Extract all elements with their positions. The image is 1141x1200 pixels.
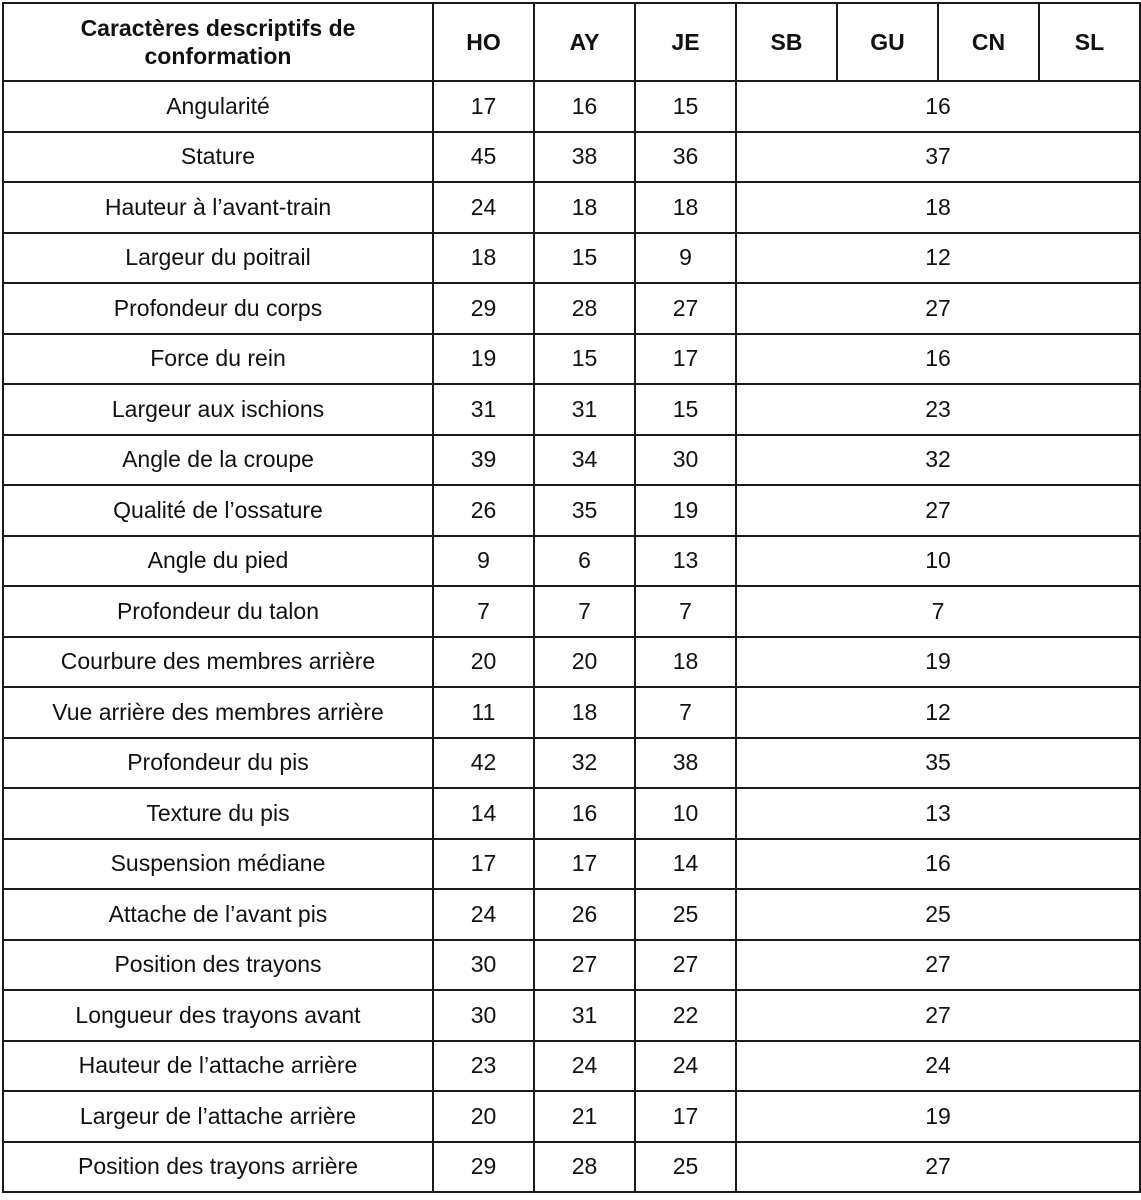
cell-ho: 42 xyxy=(433,738,534,789)
cell-ay: 21 xyxy=(534,1091,635,1142)
row-label: Angle du pied xyxy=(3,536,433,587)
cell-sb-gu-cn-sl: 10 xyxy=(736,536,1140,587)
cell-sb-gu-cn-sl: 19 xyxy=(736,1091,1140,1142)
table-row xyxy=(3,839,1140,890)
table-row xyxy=(3,536,1140,587)
table-row xyxy=(3,990,1140,1041)
row-label: Angularité xyxy=(3,81,433,132)
cell-sb-gu-cn-sl: 27 xyxy=(736,283,1140,334)
cell-ay: 15 xyxy=(534,233,635,284)
cell-ho: 17 xyxy=(433,839,534,890)
cell-sb-gu-cn-sl: 7 xyxy=(736,586,1140,637)
cell-sb-gu-cn-sl: 16 xyxy=(736,81,1140,132)
cell-ay: 16 xyxy=(534,81,635,132)
table-row xyxy=(3,889,1140,940)
table-row xyxy=(3,485,1140,536)
table-row xyxy=(3,283,1140,334)
row-label: Largeur de l’attache arrière xyxy=(3,1091,433,1142)
cell-ay: 17 xyxy=(534,839,635,890)
table-row xyxy=(3,233,1140,284)
cell-sb-gu-cn-sl: 19 xyxy=(736,637,1140,688)
cell-sb-gu-cn-sl: 27 xyxy=(736,485,1140,536)
cell-ay: 31 xyxy=(534,990,635,1041)
row-label: Largeur aux ischions xyxy=(3,384,433,435)
cell-je: 36 xyxy=(635,132,736,183)
cell-sb-gu-cn-sl: 13 xyxy=(736,788,1140,839)
cell-ho: 24 xyxy=(433,889,534,940)
cell-ho: 20 xyxy=(433,1091,534,1142)
cell-ay: 28 xyxy=(534,283,635,334)
cell-je: 18 xyxy=(635,637,736,688)
cell-ho: 39 xyxy=(433,435,534,486)
table-row xyxy=(3,1091,1140,1142)
table-row xyxy=(3,81,1140,132)
cell-ho: 7 xyxy=(433,586,534,637)
row-label: Position des trayons arrière xyxy=(3,1142,433,1193)
cell-sb-gu-cn-sl: 23 xyxy=(736,384,1140,435)
cell-sb-gu-cn-sl: 27 xyxy=(736,1142,1140,1193)
table-row xyxy=(3,182,1140,233)
cell-ay: 31 xyxy=(534,384,635,435)
cell-je: 19 xyxy=(635,485,736,536)
cell-ho: 24 xyxy=(433,182,534,233)
column-header-je: JE xyxy=(635,3,736,81)
column-header-ay: AY xyxy=(534,3,635,81)
cell-ay: 18 xyxy=(534,687,635,738)
row-label: Longueur des trayons avant xyxy=(3,990,433,1041)
table-row xyxy=(3,586,1140,637)
table-row xyxy=(3,334,1140,385)
cell-je: 25 xyxy=(635,1142,736,1193)
cell-ho: 17 xyxy=(433,81,534,132)
cell-ay: 28 xyxy=(534,1142,635,1193)
cell-sb-gu-cn-sl: 27 xyxy=(736,990,1140,1041)
cell-sb-gu-cn-sl: 18 xyxy=(736,182,1140,233)
row-label: Vue arrière des membres arrière xyxy=(3,687,433,738)
cell-je: 15 xyxy=(635,81,736,132)
table-row xyxy=(3,788,1140,839)
cell-ay: 20 xyxy=(534,637,635,688)
cell-ay: 32 xyxy=(534,738,635,789)
cell-ho: 11 xyxy=(433,687,534,738)
cell-sb-gu-cn-sl: 12 xyxy=(736,687,1140,738)
cell-ay: 34 xyxy=(534,435,635,486)
column-header-ho: HO xyxy=(433,3,534,81)
cell-ay: 27 xyxy=(534,940,635,991)
cell-je: 25 xyxy=(635,889,736,940)
header-row xyxy=(3,3,1140,81)
conformation-table xyxy=(2,2,1141,1193)
row-label: Texture du pis xyxy=(3,788,433,839)
cell-je: 18 xyxy=(635,182,736,233)
cell-ho: 9 xyxy=(433,536,534,587)
cell-ho: 45 xyxy=(433,132,534,183)
column-header-cn: CN xyxy=(938,3,1039,81)
table-row xyxy=(3,738,1140,789)
cell-ay: 24 xyxy=(534,1041,635,1092)
table-row xyxy=(3,940,1140,991)
column-header-sb: SB xyxy=(736,3,837,81)
row-label: Largeur du poitrail xyxy=(3,233,433,284)
cell-je: 30 xyxy=(635,435,736,486)
table-row xyxy=(3,687,1140,738)
cell-ho: 31 xyxy=(433,384,534,435)
cell-ho: 23 xyxy=(433,1041,534,1092)
row-label: Profondeur du talon xyxy=(3,586,433,637)
cell-je: 17 xyxy=(635,334,736,385)
table-row xyxy=(3,1041,1140,1092)
cell-sb-gu-cn-sl: 32 xyxy=(736,435,1140,486)
row-label: Profondeur du corps xyxy=(3,283,433,334)
row-label: Force du rein xyxy=(3,334,433,385)
row-label: Position des trayons xyxy=(3,940,433,991)
cell-ho: 19 xyxy=(433,334,534,385)
cell-sb-gu-cn-sl: 27 xyxy=(736,940,1140,991)
row-label: Attache de l’avant pis xyxy=(3,889,433,940)
cell-je: 22 xyxy=(635,990,736,1041)
column-header-gu: GU xyxy=(837,3,938,81)
cell-je: 27 xyxy=(635,283,736,334)
row-label: Angle de la croupe xyxy=(3,435,433,486)
table-row xyxy=(3,384,1140,435)
cell-ho: 29 xyxy=(433,283,534,334)
table-row xyxy=(3,637,1140,688)
cell-je: 27 xyxy=(635,940,736,991)
cell-je: 13 xyxy=(635,536,736,587)
cell-ho: 29 xyxy=(433,1142,534,1193)
cell-sb-gu-cn-sl: 25 xyxy=(736,889,1140,940)
row-label: Hauteur de l’attache arrière xyxy=(3,1041,433,1092)
table-row xyxy=(3,1142,1140,1193)
cell-ay: 7 xyxy=(534,586,635,637)
cell-sb-gu-cn-sl: 35 xyxy=(736,738,1140,789)
cell-sb-gu-cn-sl: 16 xyxy=(736,839,1140,890)
table-row xyxy=(3,132,1140,183)
cell-je: 38 xyxy=(635,738,736,789)
cell-je: 10 xyxy=(635,788,736,839)
cell-je: 7 xyxy=(635,687,736,738)
cell-ho: 20 xyxy=(433,637,534,688)
table-row xyxy=(3,435,1140,486)
cell-je: 7 xyxy=(635,586,736,637)
header-label: Caractères descriptifs de conformation xyxy=(3,3,433,81)
row-label: Hauteur à l’avant-train xyxy=(3,182,433,233)
row-label: Profondeur du pis xyxy=(3,738,433,789)
cell-sb-gu-cn-sl: 16 xyxy=(736,334,1140,385)
cell-sb-gu-cn-sl: 24 xyxy=(736,1041,1140,1092)
cell-sb-gu-cn-sl: 37 xyxy=(736,132,1140,183)
cell-ay: 6 xyxy=(534,536,635,587)
cell-je: 24 xyxy=(635,1041,736,1092)
cell-ho: 14 xyxy=(433,788,534,839)
cell-ho: 18 xyxy=(433,233,534,284)
cell-ay: 26 xyxy=(534,889,635,940)
cell-ay: 38 xyxy=(534,132,635,183)
row-label: Suspension médiane xyxy=(3,839,433,890)
cell-ay: 16 xyxy=(534,788,635,839)
cell-ay: 18 xyxy=(534,182,635,233)
cell-sb-gu-cn-sl: 12 xyxy=(736,233,1140,284)
cell-ho: 30 xyxy=(433,990,534,1041)
cell-ho: 26 xyxy=(433,485,534,536)
cell-je: 17 xyxy=(635,1091,736,1142)
row-label: Courbure des membres arrière xyxy=(3,637,433,688)
row-label: Stature xyxy=(3,132,433,183)
column-header-sl: SL xyxy=(1039,3,1140,81)
cell-je: 15 xyxy=(635,384,736,435)
cell-je: 9 xyxy=(635,233,736,284)
cell-je: 14 xyxy=(635,839,736,890)
cell-ay: 15 xyxy=(534,334,635,385)
row-label: Qualité de l’ossature xyxy=(3,485,433,536)
cell-ho: 30 xyxy=(433,940,534,991)
cell-ay: 35 xyxy=(534,485,635,536)
